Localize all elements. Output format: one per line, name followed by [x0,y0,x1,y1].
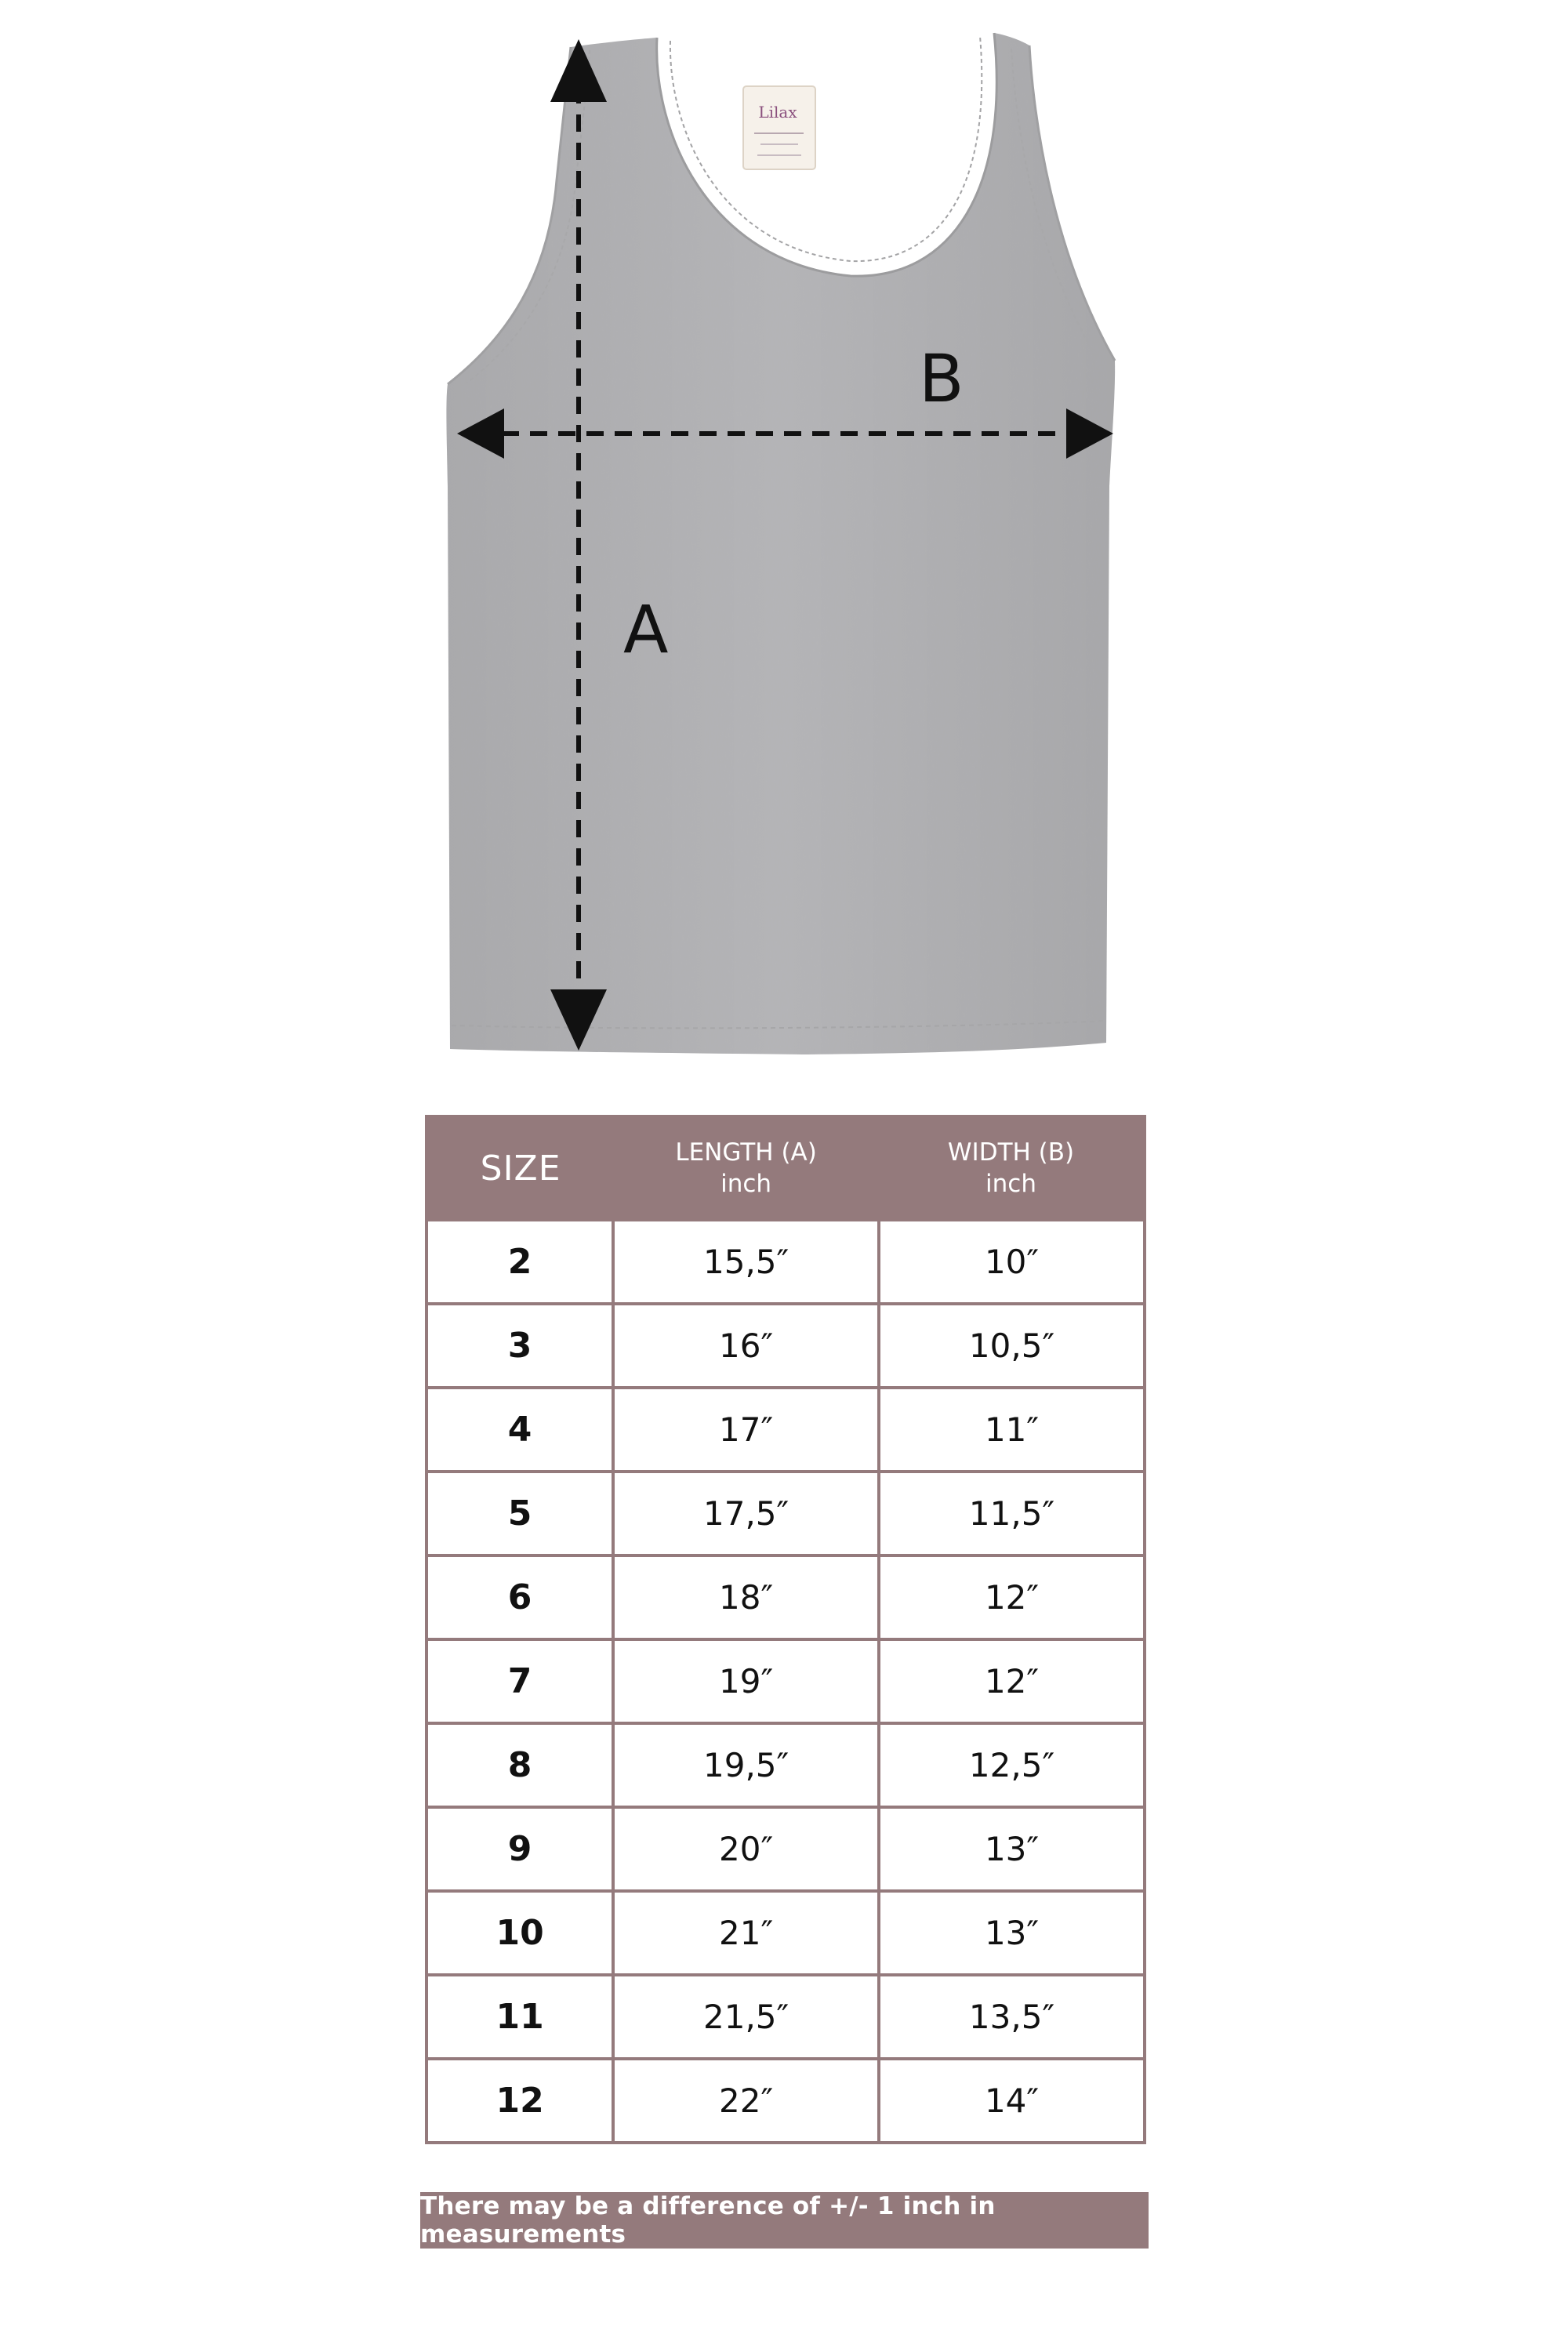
tank-top-measurement-figure [0,0,1568,1098]
size-cell: 3 [426,1304,613,1388]
width-cell: 12,5″ [879,1723,1145,1807]
length-cell: 21″ [613,1891,879,1975]
tank-top-illustration [0,0,1568,1098]
width-cell: 13″ [879,1807,1145,1891]
width-cell: 13,5″ [879,1975,1145,2059]
size-cell: 8 [426,1723,613,1807]
brand-tag-text: Lilax [758,103,797,122]
header-width-unit: inch [985,1170,1036,1198]
table-row [426,1891,1145,1975]
size-table [425,1115,1146,2144]
size-cell: 7 [426,1639,613,1723]
size-cell: 5 [426,1472,613,1555]
size-cell: 11 [426,1975,613,2059]
table-row [426,1639,1145,1723]
length-cell: 17,5″ [613,1472,879,1555]
table-header-row [426,1116,1145,1220]
width-cell: 13″ [879,1891,1145,1975]
header-length-unit: inch [720,1170,772,1198]
label-b: B [919,340,964,417]
length-cell: 21,5″ [613,1975,879,2059]
width-cell: 12″ [879,1555,1145,1639]
table-row [426,1975,1145,2059]
width-cell: 11″ [879,1388,1145,1472]
header-length [613,1116,879,1220]
size-cell: 10 [426,1891,613,1975]
length-cell: 18″ [613,1555,879,1639]
table-row [426,1472,1145,1555]
size-cell: 2 [426,1220,613,1304]
length-cell: 19″ [613,1639,879,1723]
width-cell: 10″ [879,1220,1145,1304]
table-row [426,1723,1145,1807]
size-chart [425,1115,1146,2144]
width-cell: 10,5″ [879,1304,1145,1388]
length-cell: 16″ [613,1304,879,1388]
length-cell: 20″ [613,1807,879,1891]
size-cell: 9 [426,1807,613,1891]
table-row [426,1555,1145,1639]
table-row [426,1807,1145,1891]
brand-tag [743,86,815,169]
width-cell: 14″ [879,2059,1145,2143]
length-cell: 22″ [613,2059,879,2143]
size-cell: 4 [426,1388,613,1472]
size-cell: 6 [426,1555,613,1639]
length-cell: 19,5″ [613,1723,879,1807]
tank-top-shape [446,33,1115,1054]
length-cell: 15,5″ [613,1220,879,1304]
label-a: A [623,591,669,668]
measurement-note: There may be a difference of +/- 1 inch in measurements [420,2192,1149,2249]
table-row [426,1220,1145,1304]
header-size: SIZE [426,1116,613,1220]
table-row [426,1304,1145,1388]
width-cell: 11,5″ [879,1472,1145,1555]
table-row [426,1388,1145,1472]
table-row [426,2059,1145,2143]
header-width-label: WIDTH (B) [947,1138,1075,1167]
length-cell: 17″ [613,1388,879,1472]
width-cell: 12″ [879,1639,1145,1723]
header-length-label: LENGTH (A) [675,1138,817,1167]
size-cell: 12 [426,2059,613,2143]
header-width [879,1116,1145,1220]
